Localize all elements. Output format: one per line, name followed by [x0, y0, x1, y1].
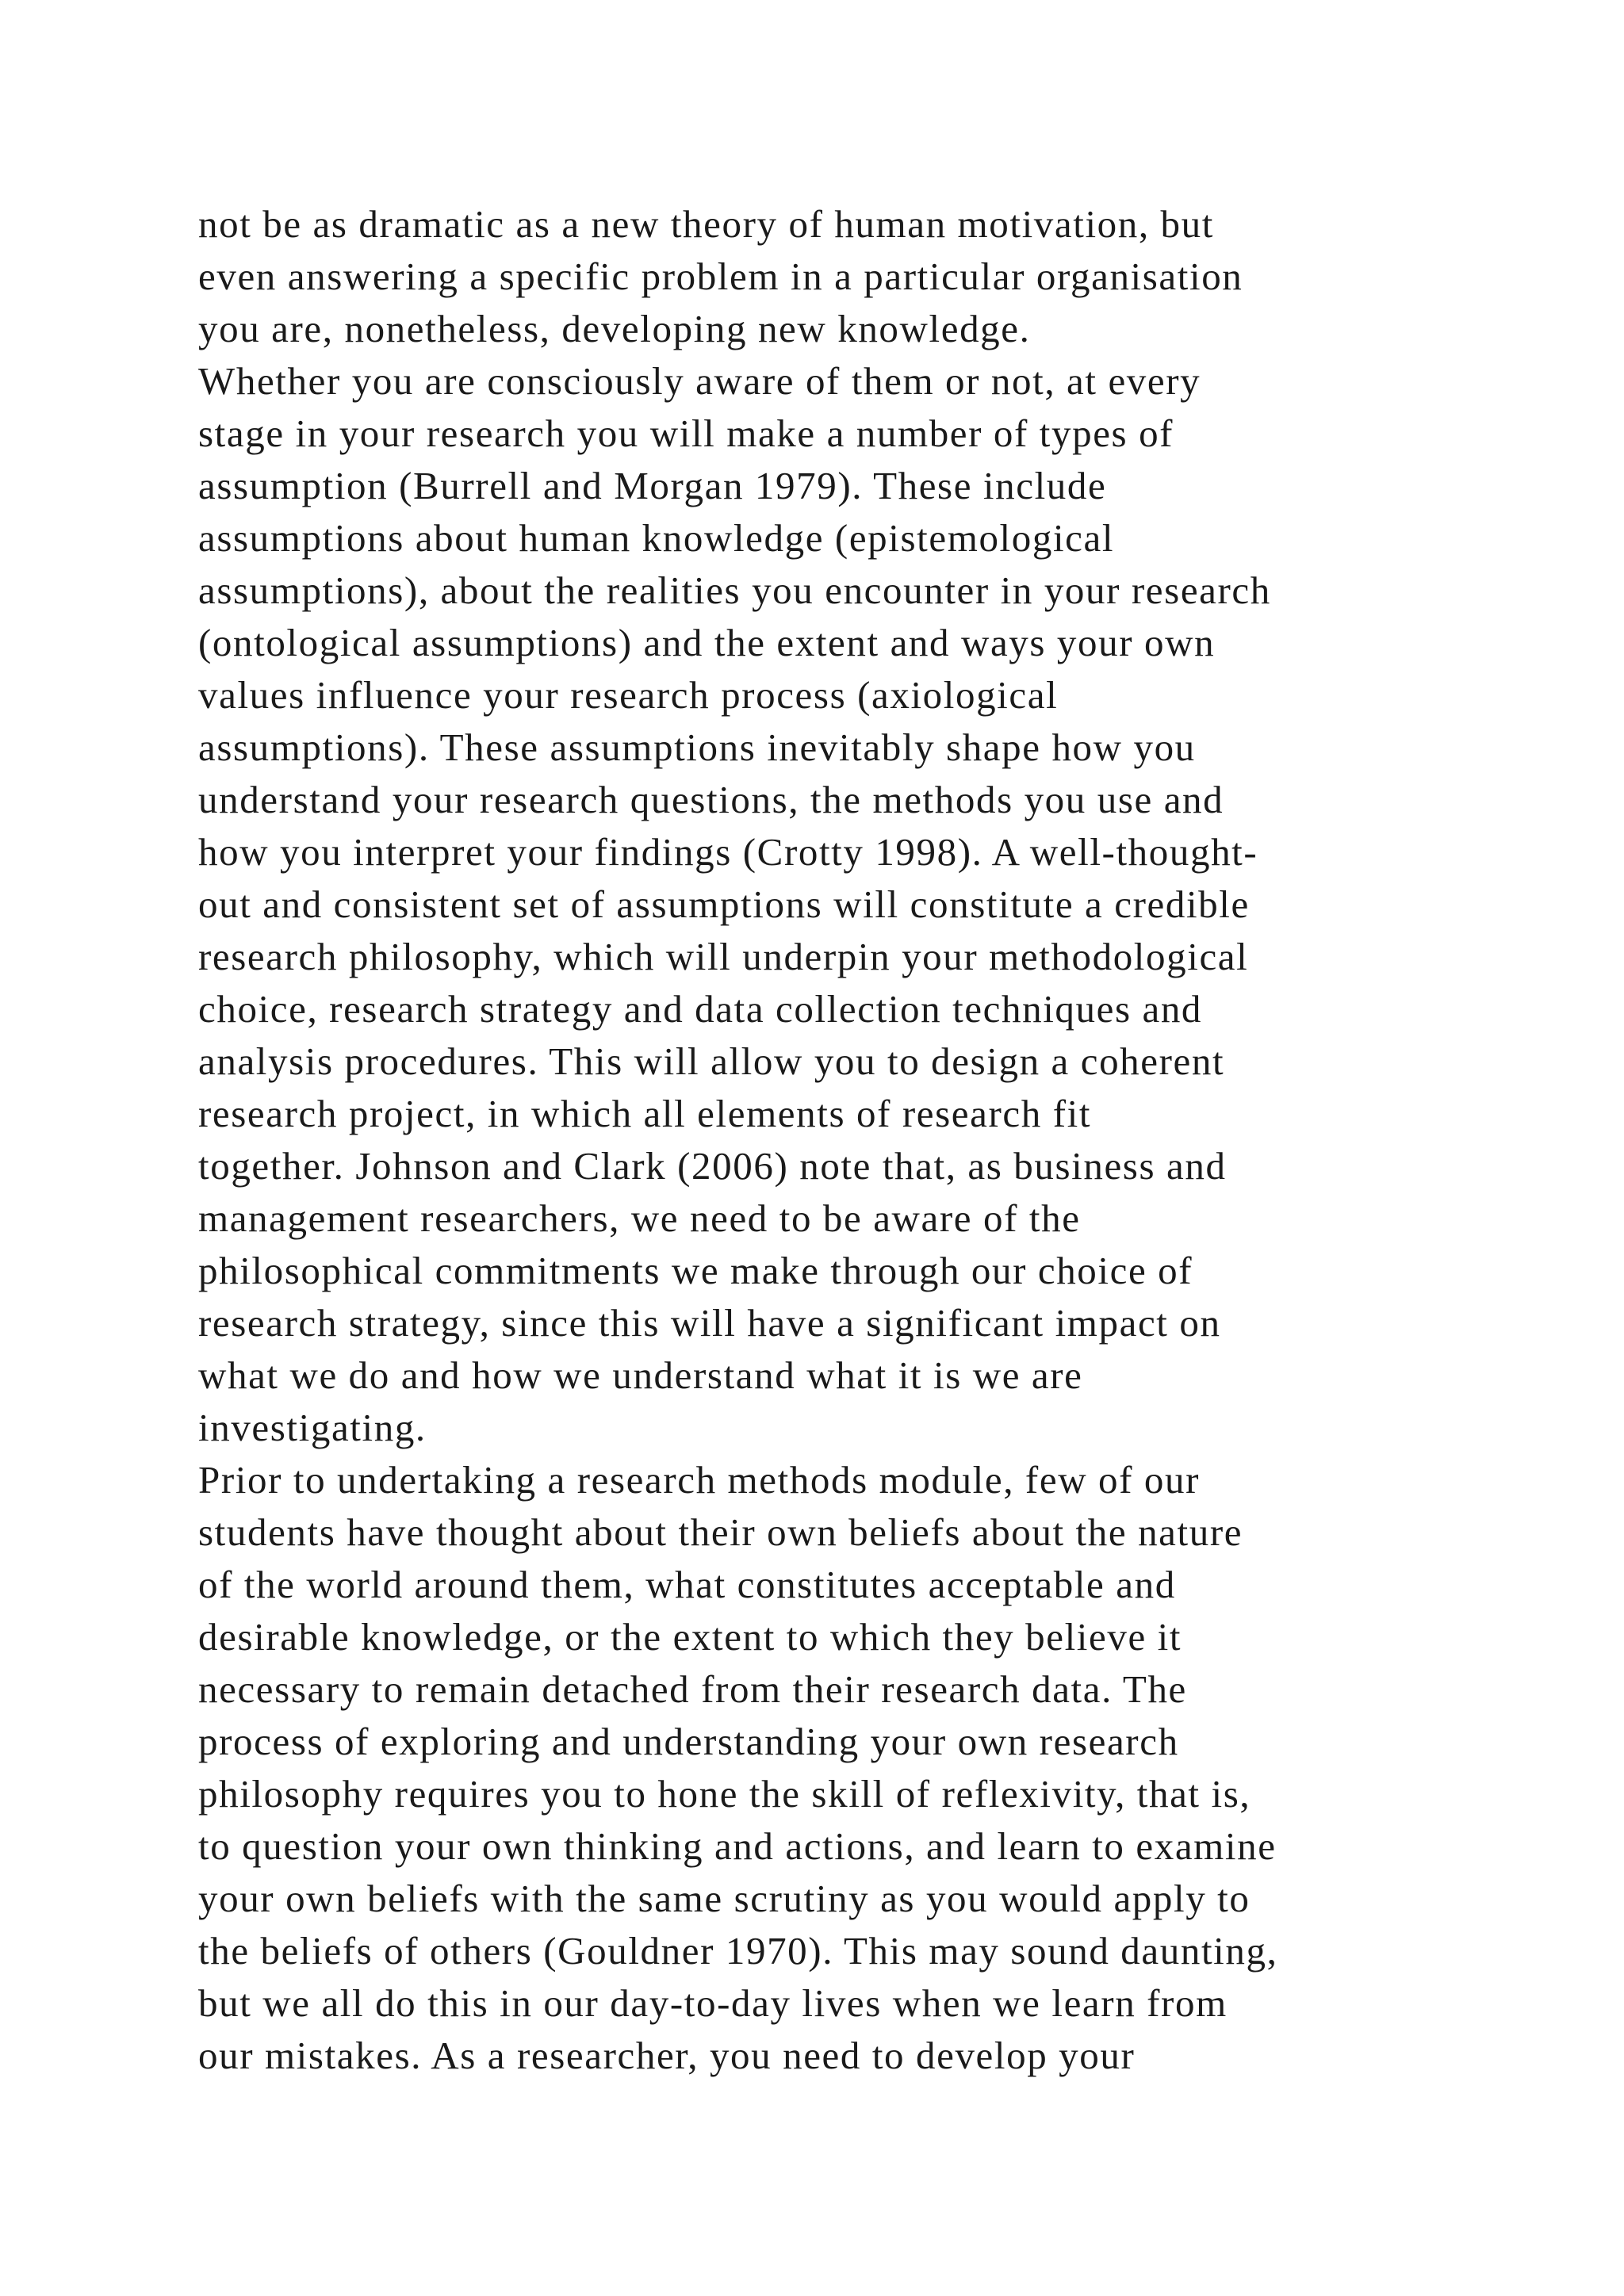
text-line: out and consistent set of assumptions will constitute a credible	[198, 882, 1250, 926]
text-line: philosophical commitments we make through our choice of	[198, 1249, 1193, 1292]
text-line: assumptions), about the realities you encounter in your research	[198, 568, 1271, 612]
text-line: the beliefs of others (Gouldner 1970). This may sound daunting,	[198, 1929, 1278, 1973]
text-line: philosophy requires you to hone the skill of reflexivity, that is,	[198, 1772, 1251, 1816]
text-line: your own beliefs with the same scrutiny as you would apply to	[198, 1877, 1251, 1920]
text-line: our mistakes. As a researcher, you need to develop your	[198, 2034, 1136, 2077]
text-line: Prior to undertaking a research methods module, few of our	[198, 1458, 1201, 1502]
text-line: what we do and how we understand what it is we are	[198, 1353, 1083, 1397]
text-line: necessary to remain detached from their research data. The	[198, 1667, 1187, 1711]
text-line: understand your research questions, the methods you use and	[198, 778, 1224, 821]
text-line: assumptions). These assumptions inevitably shape how you	[198, 725, 1196, 769]
text-line: you are, nonetheless, developing new knowledge.	[198, 307, 1031, 350]
text-line: even answering a specific problem in a particular organisation	[198, 254, 1243, 298]
text-line: assumption (Burrell and Morgan 1979). These include	[198, 464, 1107, 507]
text-line: process of exploring and understanding your own research	[198, 1720, 1179, 1763]
text-line: analysis procedures. This will allow you to design a coherent	[198, 1039, 1225, 1083]
text-line: desirable knowledge, or the extent to which they believe it	[198, 1615, 1182, 1659]
text-line: management researchers, we need to be aware of the	[198, 1196, 1081, 1240]
text-line: choice, research strategy and data collection techniques and	[198, 987, 1203, 1031]
text-line: values influence your research process (axiological	[198, 673, 1059, 717]
text-line: but we all do this in our day-to-day lives when we learn from	[198, 1981, 1228, 2025]
text-line: investigating.	[198, 1406, 427, 1449]
text-line: Whether you are consciously aware of them or not, at every	[198, 359, 1201, 403]
body-text	[198, 198, 1499, 2082]
text-line: not be as dramatic as a new theory of human motivation, but	[198, 202, 1214, 246]
text-line: together. Johnson and Clark (2006) note that, as business and	[198, 1144, 1227, 1188]
text-line: stage in your research you will make a number of types of	[198, 411, 1174, 455]
text-line: assumptions about human knowledge (epistemological	[198, 516, 1115, 560]
text-line: to question your own thinking and actions, and learn to examine	[198, 1824, 1277, 1868]
text-line: students have thought about their own beliefs about the nature	[198, 1510, 1243, 1554]
text-line: research project, in which all elements of research fit	[198, 1092, 1092, 1135]
text-line: of the world around them, what constitutes acceptable and	[198, 1563, 1176, 1606]
text-line: research strategy, since this will have a significant impact on	[198, 1301, 1221, 1345]
text-line: how you interpret your findings (Crotty 1998). A well-thought-	[198, 830, 1258, 874]
text-line: (ontological assumptions) and the extent and ways your own	[198, 621, 1216, 664]
text-line: research philosophy, which will underpin your methodological	[198, 935, 1249, 978]
